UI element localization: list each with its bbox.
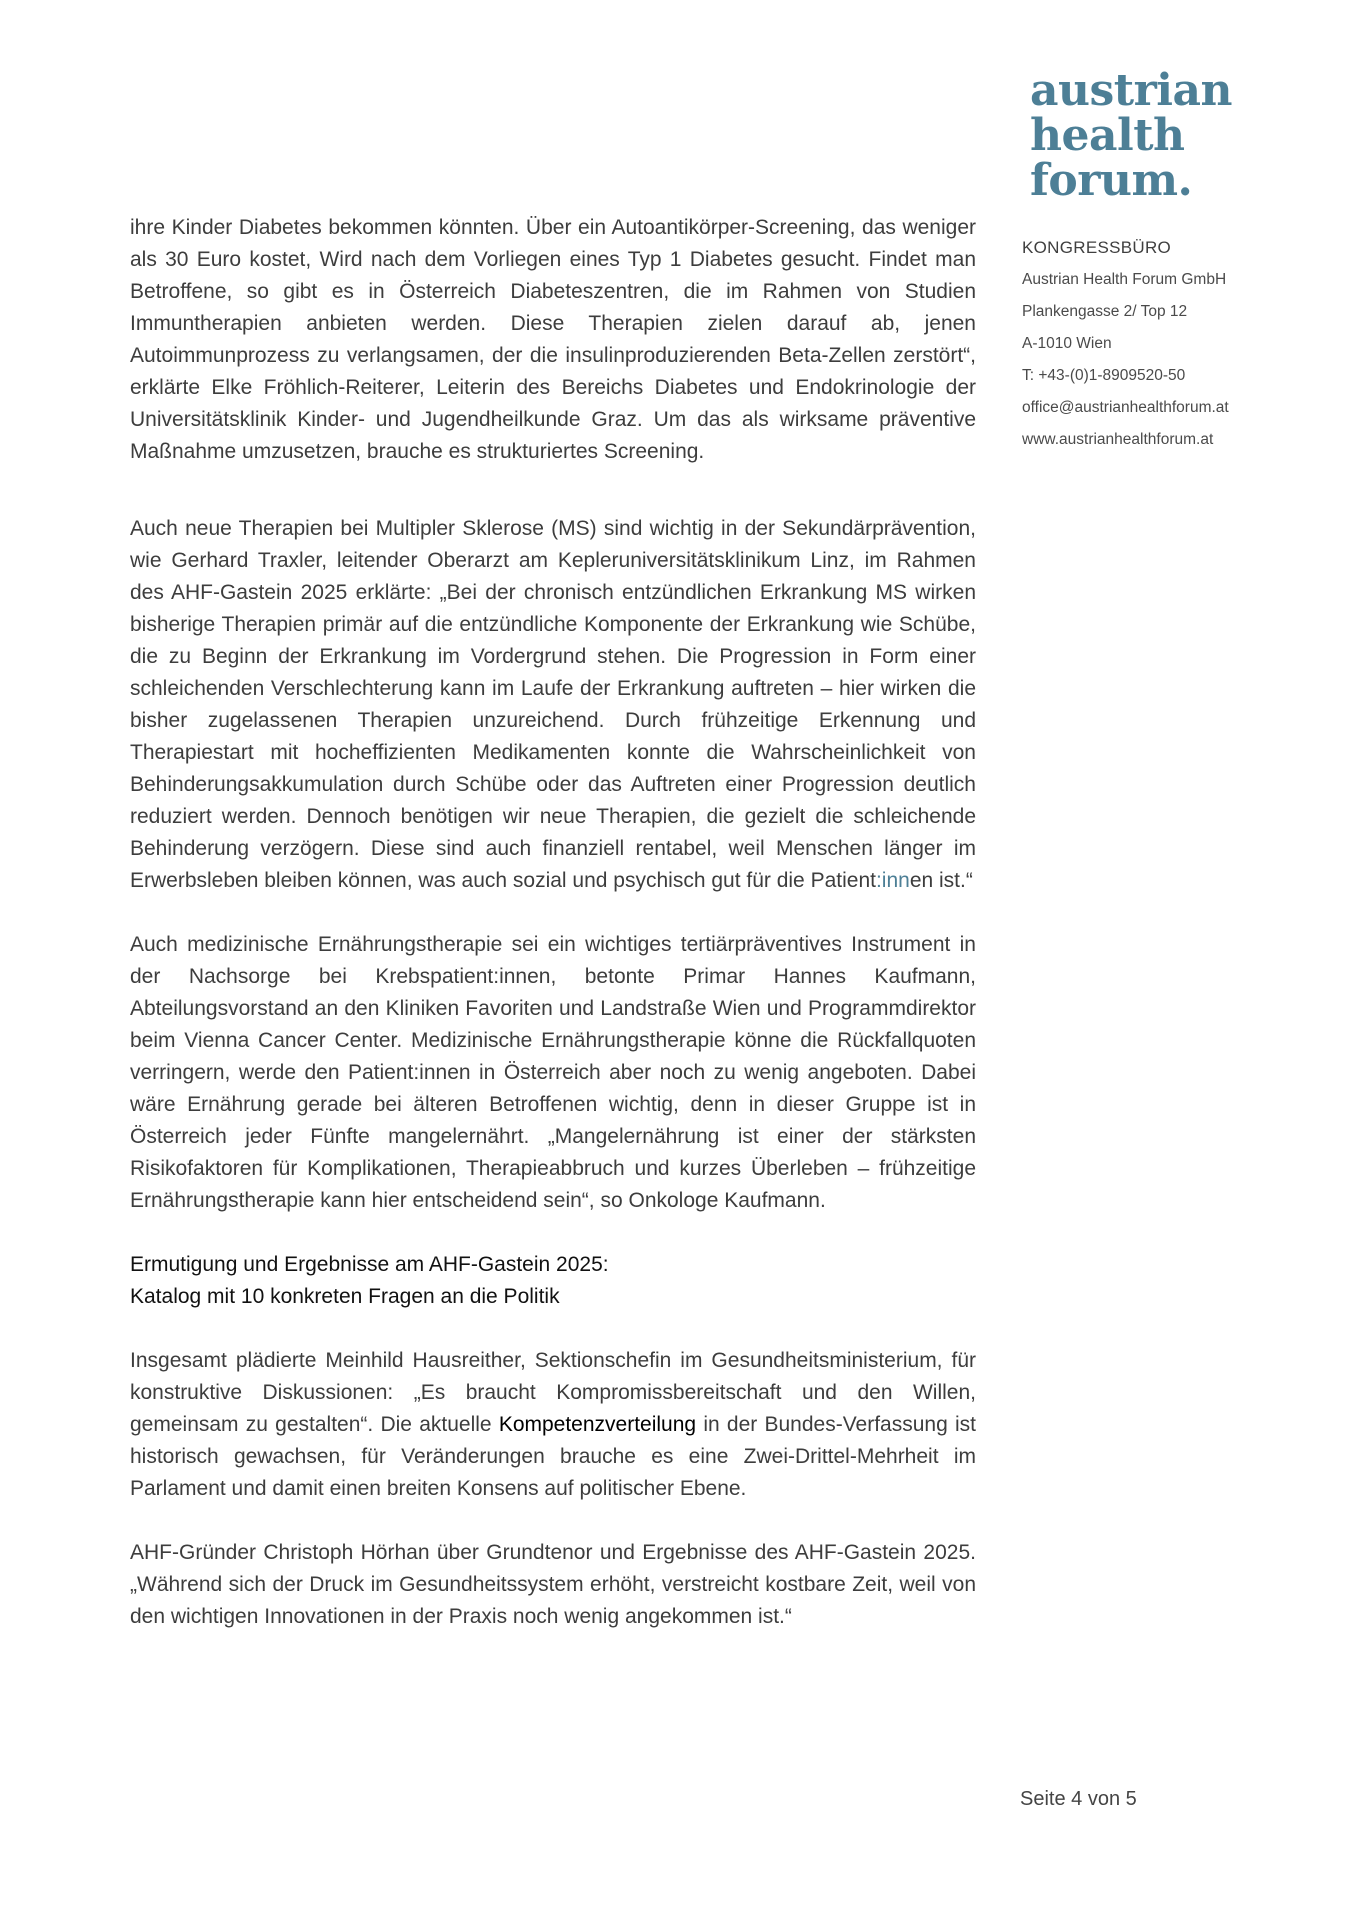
main-content — [130, 212, 976, 1665]
logo — [1030, 65, 1232, 206]
contact-street: Plankengasse 2/ Top 12 — [1022, 303, 1188, 320]
logo-line-3: forum. — [1030, 155, 1193, 206]
logo-line-2: health — [1030, 110, 1185, 161]
contact-phone: T: +43-(0)1-8909520-50 — [1022, 367, 1186, 384]
logo-line-1: austrian — [1030, 65, 1232, 116]
paragraph-hausreither-text: Insgesamt plädierte Meinhild Hausreither, Sektionschefin im Gesundheitsministerium, für konstruktive Diskussionen: „Es braucht Kompromissbereitschaft und den Willen, gemeinsam zu gestalten“. Die aktuelle — [130, 1349, 976, 1436]
paragraph-ms-text: Auch neue Therapien bei Multipler Sklerose (MS) sind wichtig in der Sekundärprävention, wie Gerhard Traxler, leitender Oberarzt am Kepleruniversitätsklinikum Linz, im Rahmen des AHF-Gastein 2025 erklärte: „Bei der chronisch entzündlichen Erkrankung MS wirken bisherige Therapien primär auf die entzündliche Komponente der Erkrankung wie Schübe, die zu Beginn der Erkrankung im Vordergrund stehen. Die Progression in Form einer schleichenden Verschlechterung kann im Laufe der Erkrankung auftreten – hier wirken die bisher zugelassenen Therapien unzureichend. Durch frühzeitige Erkennung und Therapiestart mit hocheffizienten Medikamenten konnte die Wahrscheinlichkeit von Behinderungsakkumulation durch Schübe oder das Auftreten einer Progression deutlich reduziert werden. Dennoch benötigen wir neue Therapien, die gezielt die schleichende Behinderung verzögern. Diese sind auch finanziell rentabel, weil Menschen länger im Erwerbsleben bleiben können, was auch sozial und psychisch gut für die Patient — [130, 517, 976, 892]
paragraph-ms-end: en ist.“ — [909, 869, 973, 892]
contact-web: www.austrianhealthforum.at — [1022, 431, 1214, 448]
paragraph-hausreither-bold: Kompetenzverteilung — [498, 1413, 697, 1436]
paragraph-hoerhan: AHF-Gründer Christoph Hörhan über Grundtenor und Ergebnisse des AHF-Gastein 2025. „Während sich der Druck im Gesundheitssystem erhöht, verstreicht kostbare Zeit, weil von den wichtigen Innovationen in der Praxis noch wenig angekommen ist.“ — [130, 1541, 976, 1628]
paragraph-ms-highlight: :inn — [875, 869, 910, 892]
paragraph-nutrition: Auch medizinische Ernährungstherapie sei ein wichtiges tertiärpräventives Instrument in der Nachsorge bei Krebspatient:innen, betonte Primar Hannes Kaufmann, Abteilungsvorstand an den Kliniken Favoriten und Landstraße Wien und Programmdirektor beim Vienna Cancer Center. Medizinische Ernährungstherapie könne die Rückfallquoten verringern, werde den Patient:innen in Österreich aber noch zu wenig angeboten. Dabei wäre Ernährung gerade bei älteren Betroffenen wichtig, denn in dieser Gruppe ist in Österreich jeder Fünfte mangelernährt. „Mangelernährung ist einer der stärksten Risikofaktoren für Komplikationen, Therapieabbruch und kurzes Überleben – frühzeitige Ernährungstherapie kann hier entscheidend sein“, so Onkologe Kaufmann. — [130, 933, 976, 1212]
paragraph-diabetes: ihre Kinder Diabetes bekommen könnten. Über ein Autoantikörper-Screening, das weniger als 30 Euro kostet, Wird nach dem Vorliegen eines Typ 1 Diabetes gesucht. Findet man Betroffene, so gibt es in Österreich Diabeteszentren, die im Rahmen von Studien Immuntherapien anbieten werden. Diese Therapien zielen darauf ab, jenen Autoimmunprozess zu verlangsamen, der die insulinproduzierenden Beta-Zellen zerstört“, erklärte Elke Fröhlich-Reiterer, Leiterin des Bereichs Diabetes und Endokrinologie der Universitätsklinik Kinder- und Jugendheilkunde Graz. Um das als wirksame präventive Maßnahme umzusetzen, brauche es strukturiertes Screening. — [130, 216, 976, 463]
section-heading-line-1: Ermutigung und Ergebnisse am AHF-Gastein 2025: — [130, 1253, 609, 1276]
contact-city: A-1010 Wien — [1022, 335, 1112, 352]
contact-heading: KONGRESSBÜRO — [1022, 238, 1172, 257]
contact-block — [1022, 232, 1342, 456]
page-number: Seite 4 von 5 — [1020, 1788, 1137, 1810]
paragraph-ms — [130, 513, 976, 897]
section-heading-line-2: Katalog mit 10 konkreten Fragen an die Politik — [130, 1285, 560, 1308]
contact-email: office@austrianhealthforum.at — [1022, 399, 1229, 416]
paragraph-hausreither-end: in der Bundes-Verfassung ist historisch gewachsen, für Veränderungen brauche es eine Zwei-Drittel-Mehrheit im Parlament und damit einen breiten Konsens auf politischer Ebene. — [130, 1413, 976, 1500]
paragraph-hausreither — [130, 1345, 976, 1505]
section-heading — [130, 1249, 976, 1313]
contact-company: Austrian Health Forum GmbH — [1022, 271, 1227, 288]
